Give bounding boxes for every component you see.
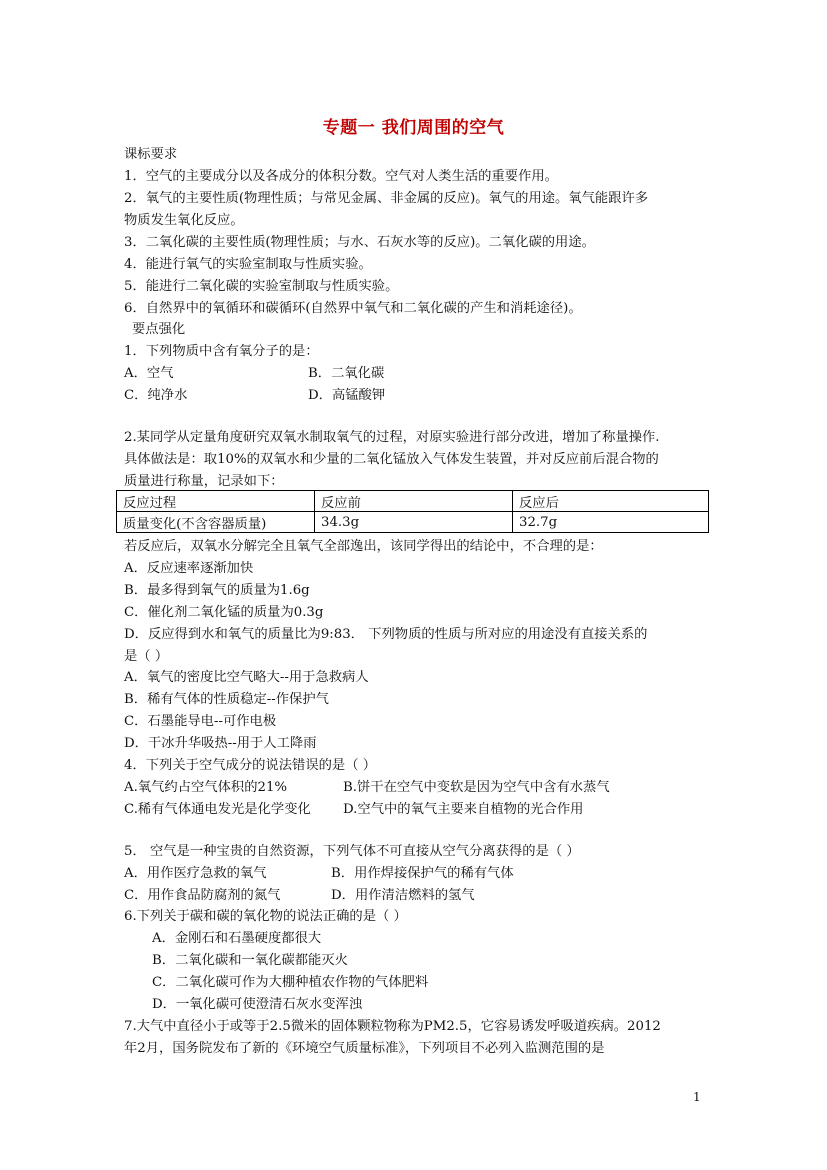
standards-item: 5．能进行二氧化碳的实验室制取与性质实验。: [124, 279, 399, 294]
q7-stem-line: 年2月，国务院发布了新的《环境空气质量标准》，下列项目不必列入监测范围的是: [124, 1041, 605, 1056]
q4-stem: 4．下列关于空气成分的说法错误的是（ ）: [124, 758, 377, 773]
record-table: [116, 490, 709, 533]
q6-option-c: C．二氧化碳可作为大棚种植农作物的气体肥料: [152, 975, 429, 990]
q4-option-c: C.稀有气体通电发光是化学变化: [124, 802, 311, 817]
standards-item: 物质发生氧化反应。: [124, 213, 244, 228]
q5-option-b: B．用作焊接保护气的稀有气体: [331, 866, 514, 881]
q6-option-d: D．一氧化碳可使澄清石灰水变浑浊: [152, 997, 363, 1012]
q2-option-d: D．反应得到水和氧气的质量比为9:83． 下列物质的性质与所对应的用途没有直接关系的: [124, 627, 648, 642]
q5-stem: 5． 空气是一种宝贵的自然资源，下列气体不可直接从空气分离获得的是（ ）: [124, 844, 580, 859]
q4-option-b: B.饼干在空气中变软是因为空气中含有水蒸气: [343, 780, 610, 795]
table-header-cell: 反应前: [315, 491, 513, 512]
standards-heading: 课标要求: [124, 147, 178, 162]
key-points-heading: 要点强化: [132, 322, 186, 337]
q6-option-b: B．二氧化碳和一氧化碳都能灭火: [152, 953, 348, 968]
table-cell: 34.3g: [315, 512, 513, 533]
q1-stem: 1．下列物质中含有氧分子的是：: [124, 344, 319, 359]
q1-option-c: C．纯净水: [124, 388, 188, 403]
q3-stem-cont: 是（ ）: [124, 649, 169, 664]
q5-option-a: A．用作医疗急救的氧气: [124, 866, 267, 881]
q7-stem-line: 7.大气中直径小于或等于2.5微米的固体颗粒物称为PM2.5，它容易诱发呼吸道疾病。2012: [124, 1019, 661, 1034]
table-cell: 质量变化(不含容器质量): [117, 512, 315, 533]
page-number: 1: [693, 1090, 701, 1104]
q3-option-a: A．氧气的密度比空气略大--用于急救病人: [124, 670, 369, 685]
q2-option-b: B．最多得到氧气的质量为1.6g: [124, 583, 310, 598]
q6-option-a: A．金刚石和石墨硬度都很大: [152, 931, 322, 946]
q2-stem-line: 质量进行称量，记录如下：: [124, 474, 284, 489]
q5-option-c: C．用作食品防腐剂的氮气: [124, 888, 281, 903]
q4-option-a: A.氧气约占空气体积的21%: [124, 780, 288, 795]
q1-option-a: A．空气: [124, 366, 174, 381]
q2-stem-line: 2.某同学从定量角度研究双氧水制取氧气的过程，对原实验进行部分改进，增加了称量操作.: [124, 430, 660, 445]
q2-option-a: A．反应速率逐渐加快: [124, 561, 254, 576]
table-row: [117, 512, 709, 533]
q1-option-d: D．高锰酸钾: [308, 388, 386, 403]
q3-option-c: C．石墨能导电--可作电极: [124, 714, 277, 729]
standards-item: 4．能进行氧气的实验室制取与性质实验。: [124, 257, 372, 272]
q3-option-d: D．干冰升华吸热--用于人工降雨: [124, 736, 317, 751]
standards-item: 1．空气的主要成分以及各成分的体积分数。空气对人类生活的重要作用。: [124, 169, 558, 184]
table-cell: 32.7g: [513, 512, 709, 533]
q5-option-d: D．用作清洁燃料的氢气: [331, 888, 475, 903]
q6-stem: 6.下列关于碳和碳的氧化物的说法正确的是（ ）: [124, 909, 407, 924]
standards-item: 6．自然界中的氧循环和碳循环(自然界中氧气和二氧化碳的产生和消耗途径)。: [124, 301, 582, 316]
standards-item: 3．二氧化碳的主要性质(物理性质；与水、石灰水等的反应)。二氧化碳的用途。: [124, 235, 595, 250]
q2-after-text: 若反应后，双氧水分解完全且氧气全部逸出，该同学得出的结论中，不合理的是：: [124, 539, 603, 554]
table-header-cell: 反应后: [513, 491, 709, 512]
table-row: [117, 491, 709, 512]
standards-item: 2．氧气的主要性质(物理性质；与常见金属、非金属的反应)。氧气的用途。氧气能跟许多: [124, 191, 649, 206]
q2-stem-line: 具体做法是：取10%的双氧水和少量的二氧化锰放入气体发生装置，并对反应前后混合物的: [124, 452, 659, 467]
q2-option-c: C．催化剂二氧化锰的质量为0.3g: [124, 605, 324, 620]
table-header-cell: 反应过程: [117, 491, 315, 512]
q4-option-d: D.空气中的氧气主要来自植物的光合作用: [343, 802, 584, 817]
q3-option-b: B．稀有气体的性质稳定--作保护气: [124, 692, 329, 707]
q1-option-b: B．二氧化碳: [308, 366, 385, 381]
page-title: 专题一 我们周围的空气: [322, 118, 505, 138]
